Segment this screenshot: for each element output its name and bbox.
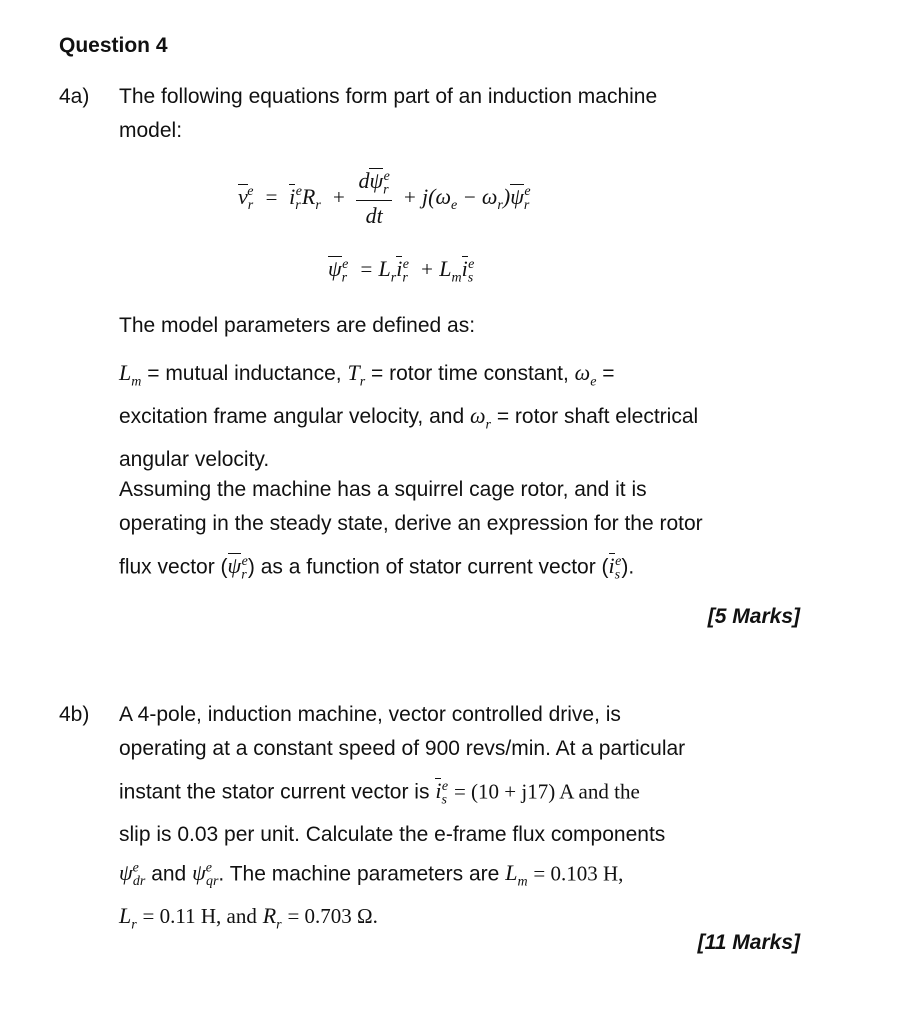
question-title: Question 4 [59,34,168,57]
equation-flux: $\psi_r^e = L_ri_r^e + L_mi_s^e$ [328,256,475,286]
part-a-intro-line2: model: [119,119,183,142]
params-line1: $L_m$ = mutual inductance, $T_r$ = rotor time constant, $\omega_e$ = [119,360,615,390]
params-definitions [119,356,839,477]
part-a-intro [119,80,819,148]
params-line2: excitation frame angular velocity, and $\omega_r$ = rotor shaft electrical [119,403,699,433]
part-a-label: 4a) [59,85,90,108]
part-b-label: 4b) [59,703,90,726]
part-b-marks: [11 Marks] [697,931,800,954]
params-intro: The model parameters are defined as: [119,314,476,337]
equation-voltage: $v_r^e = i_r^eR_r$ + $\frac{d\psi_r^e}{dt}$ + $j(\omega_e - \omega_r)\psi_r^e$ [238,168,531,229]
assumption-text: Assuming the machine has a squirrel cage rotor, and it is operating in the steady state, derive an expression for the rotor flux vector $(\psi_r^e)$ as a function of stator current vector $(i_s^e)$. [119,478,703,583]
part-a-intro-line1: The following equations form part of an induction machine [119,85,658,108]
part-b-text: A 4-pole, induction machine, vector controlled drive, is operating at a constant speed of 900 revs/min. At a particular instant the stator current vector is $i_s^e = (10 + j17)$ A and the slip is 0.03 per unit. Calculate the e-frame flux components $\psi^e_{dr}$ and $\psi^e_{qr}$. The machine parameters are $L_m = 0.103$ H, $L_r = 0.11$ H, and $R_r = 0.703$ Ω. [119,703,686,933]
params-line3: angular velocity. [119,447,270,471]
part-a-marks: [5 Marks] [707,605,800,628]
